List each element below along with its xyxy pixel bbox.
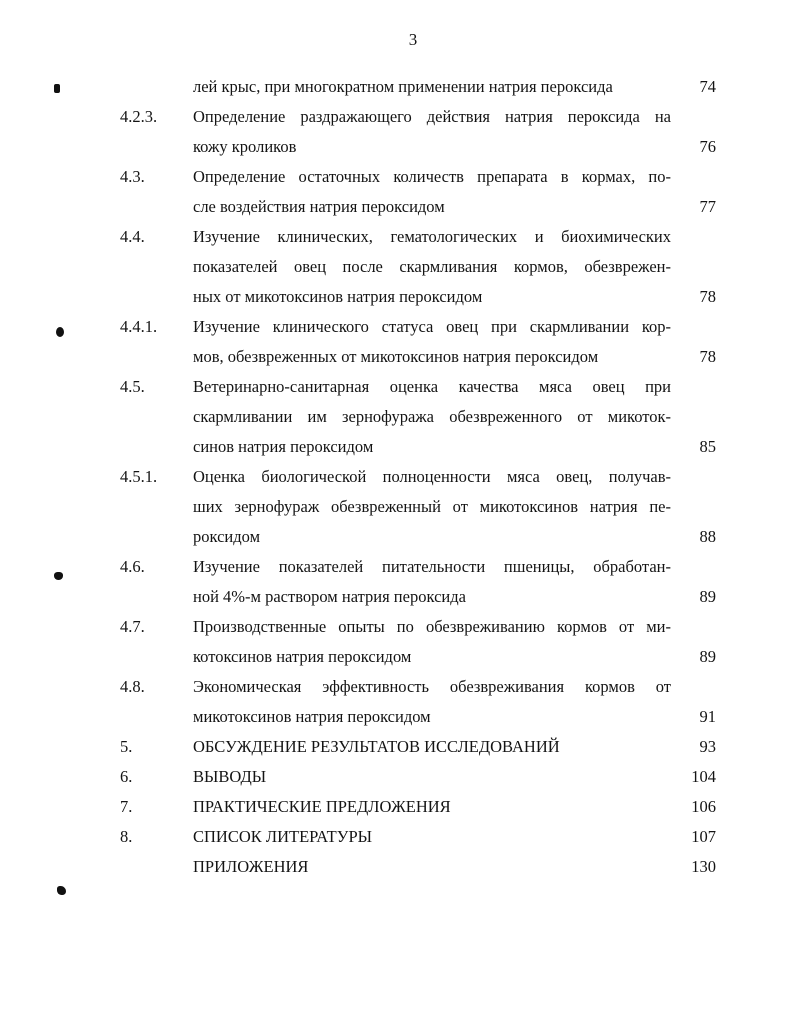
table-of-contents <box>0 72 791 882</box>
toc-entry-title <box>193 822 671 852</box>
toc-entry-title-line: ших зернофураж обезвреженный от микотоксинов натрия пе- <box>193 497 671 516</box>
toc-entry-title <box>193 612 671 672</box>
toc-entry-page: 74 <box>699 77 716 96</box>
toc-entry-title-line: Изучение клинических, гематологических и биохимических <box>193 227 671 246</box>
toc-entry-title-line: ных от микотоксинов натрия пероксидом <box>193 287 483 306</box>
toc-entry-page: 130 <box>691 857 716 876</box>
toc-entry-page: 77 <box>699 197 716 216</box>
toc-entry-number: 8. <box>120 827 133 846</box>
toc-entry-number: 5. <box>120 737 133 756</box>
toc-entry <box>0 612 791 672</box>
toc-entry <box>0 762 791 792</box>
toc-entry-title <box>193 372 671 462</box>
toc-entry-title-line: показателей овец после скармливания кормов, обезврежен- <box>193 257 671 276</box>
toc-entry-title-line: роксидом <box>193 527 261 546</box>
toc-entry-title-line: Определение остаточных количеств препарата в кормах, по- <box>193 167 671 186</box>
toc-entry-number: 4.5.1. <box>120 467 158 486</box>
toc-entry <box>0 672 791 732</box>
toc-entry <box>0 732 791 762</box>
toc-entry-title-line: синов натрия пероксидом <box>193 437 374 456</box>
toc-entry-number: 4.8. <box>120 677 145 696</box>
toc-entry-title-line: ПРАКТИЧЕСКИЕ ПРЕДЛОЖЕНИЯ <box>193 797 451 816</box>
toc-entry-title <box>193 222 671 312</box>
toc-entry-title <box>193 792 671 822</box>
toc-entry-page: 78 <box>699 287 716 306</box>
toc-entry-title-line: Изучение клинического статуса овец при скармливании кор- <box>193 317 671 336</box>
toc-entry-page: 85 <box>699 437 716 456</box>
toc-entry <box>0 462 791 552</box>
toc-entry-title-line: Экономическая эффективность обезвреживания кормов от <box>193 677 671 696</box>
toc-entry-page: 106 <box>691 797 716 816</box>
page-number: 3 <box>408 30 418 49</box>
toc-entry-title-line: сле воздействия натрия пероксидом <box>193 197 445 216</box>
toc-entry-number: 4.2.3. <box>120 107 158 126</box>
toc-entry-page: 91 <box>699 707 716 726</box>
toc-entry-title <box>193 312 671 372</box>
toc-entry-title-line: ПРИЛОЖЕНИЯ <box>193 857 309 876</box>
toc-entry <box>0 852 791 882</box>
toc-entry <box>0 72 791 102</box>
toc-entry-title <box>193 732 671 762</box>
toc-entry-title <box>193 102 671 162</box>
toc-entry-title <box>193 552 671 612</box>
toc-entry-number: 4.4.1. <box>120 317 158 336</box>
toc-entry <box>0 822 791 852</box>
toc-entry-page: 104 <box>691 767 716 786</box>
toc-entry-title-line: микотоксинов натрия пероксидом <box>193 707 431 726</box>
toc-entry-number: 6. <box>120 767 133 786</box>
toc-entry-page: 89 <box>699 587 716 606</box>
toc-entry-title-line: ной 4%-м раствором натрия пероксида <box>193 587 466 606</box>
toc-entry-title-line: Производственные опыты по обезвреживанию кормов от ми- <box>193 617 671 636</box>
toc-entry-title-line: Ветеринарно-санитарная оценка качества мяса овец при <box>193 377 671 396</box>
toc-entry-number: 4.5. <box>120 377 145 396</box>
toc-entry-number: 4.6. <box>120 557 145 576</box>
toc-entry-number: 4.4. <box>120 227 145 246</box>
toc-entry-title <box>193 672 671 732</box>
toc-entry-title <box>193 162 671 222</box>
toc-entry-number: 4.7. <box>120 617 145 636</box>
toc-entry-title-line: СПИСОК ЛИТЕРАТУРЫ <box>193 827 373 846</box>
toc-entry-title-line: скармливании им зернофуража обезвреженного от микоток- <box>193 407 671 426</box>
toc-entry-title <box>193 72 671 102</box>
toc-entry-title-line: ОБСУЖДЕНИЕ РЕЗУЛЬТАТОВ ИССЛЕДОВАНИЙ <box>193 737 560 756</box>
toc-entry-title <box>193 852 671 882</box>
scan-artifact <box>57 886 66 895</box>
toc-entry-page: 89 <box>699 647 716 666</box>
toc-entry <box>0 372 791 462</box>
toc-entry <box>0 792 791 822</box>
toc-entry-title-line: Изучение показателей питательности пшеницы, обработан- <box>193 557 671 576</box>
toc-entry-title-line: котоксинов натрия пероксидом <box>193 647 412 666</box>
toc-entry <box>0 162 791 222</box>
toc-entry <box>0 102 791 162</box>
toc-entry-title <box>193 462 671 552</box>
toc-entry <box>0 312 791 372</box>
toc-entry-title-line: мов, обезвреженных от микотоксинов натрия пероксидом <box>193 347 599 366</box>
toc-entry-number: 4.3. <box>120 167 145 186</box>
toc-entry <box>0 552 791 612</box>
toc-entry-title <box>193 762 671 792</box>
toc-entry-page: 93 <box>699 737 716 756</box>
toc-entry-title-line: Оценка биологической полноценности мяса овец, получав- <box>193 467 671 486</box>
toc-entry-title-line: Определение раздражающего действия натрия пероксида на <box>193 107 671 126</box>
toc-entry-title-line: лей крыс, при многократном применении натрия пероксида <box>193 77 613 96</box>
toc-entry-title-line: ВЫВОДЫ <box>193 767 267 786</box>
toc-entry-page: 76 <box>699 137 716 156</box>
toc-entry-page: 78 <box>699 347 716 366</box>
toc-entry-number: 7. <box>120 797 133 816</box>
toc-entry <box>0 222 791 312</box>
toc-entry-page: 88 <box>699 527 716 546</box>
toc-entry-page: 107 <box>691 827 716 846</box>
toc-entry-title-line: кожу кроликов <box>193 137 297 156</box>
